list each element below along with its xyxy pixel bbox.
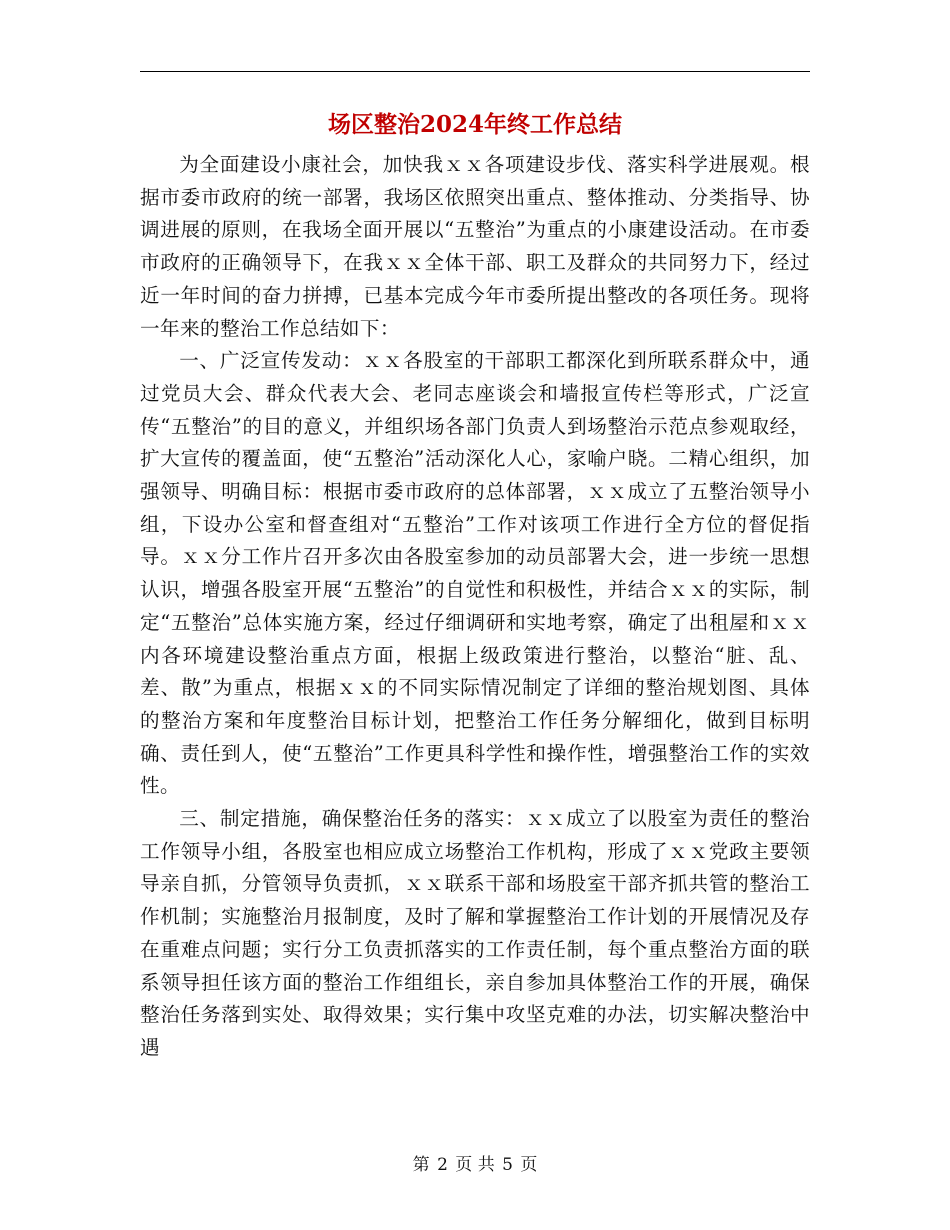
document-title: 场区整治2024年终工作总结 — [327, 111, 622, 138]
document-body — [140, 149, 810, 1065]
footer-total-pages: 5 — [502, 1155, 513, 1175]
paragraph-publicity: 一、广泛宣传发动：ｘｘ各股室的干部职工都深化到所联系群众中，通过党员大会、群众代表大会、老同志座谈会和墙报宣传栏等形式，广泛宣传“五整治”的目的意义，并组织场各部门负责人到场整治示范点参观取经，扩大宣传的覆盖面，使“五整治”活动深化人心，家喻户晓。二精心组织，加强领导、明确目标：根据市委市政府的总体部署，ｘｘ成立了五整治领导小组，下设办公室和督查组对“五整治”工作对该项工作进行全方位的督促指导。ｘｘ分工作片召开多次由各股室参加的动员部署大会，进一步统一思想认识，增强各股室开展“五整治”的自觉性和积极性，并结合ｘｘ的实际，制定“五整治”总体实施方案，经过仔细调研和实地考察，确定了出租屋和ｘｘ内各环境建设整治重点方面，根据上级政策进行整治，以整治“脏、乱、差、散”为重点，根据ｘｘ的不同实际情况制定了详细的整治规划图、具体的整治方案和年度整治目标计划，把整治工作任务分解细化，做到目标明确、责任到人，使“五整治”工作更具科学性和操作性，增强整治工作的实效性。 — [140, 349, 810, 798]
footer-current-page: 2 — [437, 1155, 448, 1175]
header-rule — [140, 71, 810, 72]
paragraph-measures: 三、制定措施，确保整治任务的落实：ｘｘ成立了以股室为责任的整治工作领导小组，各股室也相应成立场整治工作机构，形成了ｘｘ党政主要领导亲自抓，分管领导负责抓，ｘｘ联系干部和场股室干部齐抓共管的整治工作机制；实施整治月报制度，及时了解和掌握整治工作计划的开展情况及存在重难点问题；实行分工负责抓落实的工作责任制，每个重点整治方面的联系领导担任该方面的整治工作组组长，亲自参加具体整治工作的开展，确保整治任务落到实处、取得效果；实行集中攻坚克难的办法，切实解决整治中遇 — [140, 807, 810, 1059]
page-number-footer — [0, 1153, 950, 1177]
footer-suffix: 页 — [520, 1155, 538, 1175]
paragraph-intro: 为全面建设小康社会，加快我ｘｘ各项建设步伐、落实科学进展观。根据市委市政府的统一部署，我场区依照突出重点、整体推动、分类指导、协调进展的原则，在我场全面开展以“五整治”为重点的小康建设活动。在市委市政府的正确领导下，在我ｘｘ全体干部、职工及群众的共同努力下，经过近一年时间的奋力拼搏，已基本完成今年市委所提出整改的各项任务。现将一年来的整治工作总结如下： — [140, 153, 810, 340]
footer-prefix: 第 — [412, 1155, 430, 1175]
footer-middle: 页 共 — [455, 1155, 495, 1175]
